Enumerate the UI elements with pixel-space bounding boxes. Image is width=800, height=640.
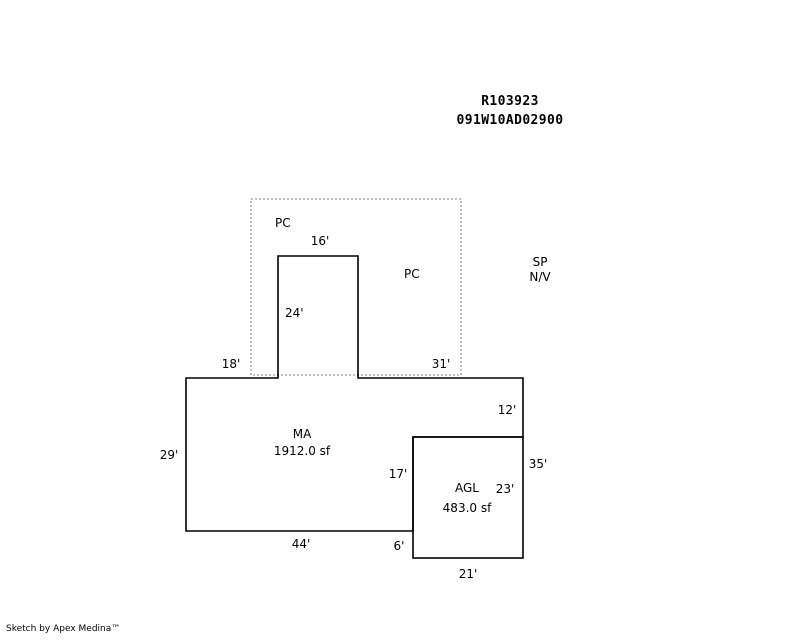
dimension-mid-17: 17': [388, 467, 408, 481]
label-pc-right: PC: [404, 267, 420, 281]
label-pc-upper: PC: [275, 216, 291, 230]
area-code-ma: MA: [292, 427, 312, 441]
account-id: 091W10AD02900: [456, 113, 564, 128]
area-size-ma: 1912.0 sf: [273, 444, 331, 458]
dimension-left-29: 29': [159, 448, 179, 462]
dimension-agl-23: 23': [495, 482, 515, 496]
sketch-credit: Sketch by Apex Medina™: [6, 624, 121, 634]
agl-area-outline: [413, 437, 523, 558]
label-nv: N/V: [529, 270, 551, 284]
area-code-agl: AGL: [455, 481, 479, 495]
parcel-id: R103923: [481, 94, 539, 109]
dimension-right-31: 31': [431, 357, 451, 371]
dimension-right-35: 35': [528, 457, 548, 471]
dimension-bottom-6: 6': [393, 539, 405, 553]
dimension-right-12: 12': [497, 403, 517, 417]
dimension-left-18: 18': [221, 357, 241, 371]
dimension-top-16: 16': [310, 234, 330, 248]
label-sp: SP: [532, 255, 548, 269]
area-size-agl: 483.0 sf: [442, 501, 492, 515]
dimension-left-24: 24': [285, 306, 304, 320]
dimension-bottom-21: 21': [458, 567, 478, 581]
dimension-bottom-44: 44': [291, 537, 311, 551]
